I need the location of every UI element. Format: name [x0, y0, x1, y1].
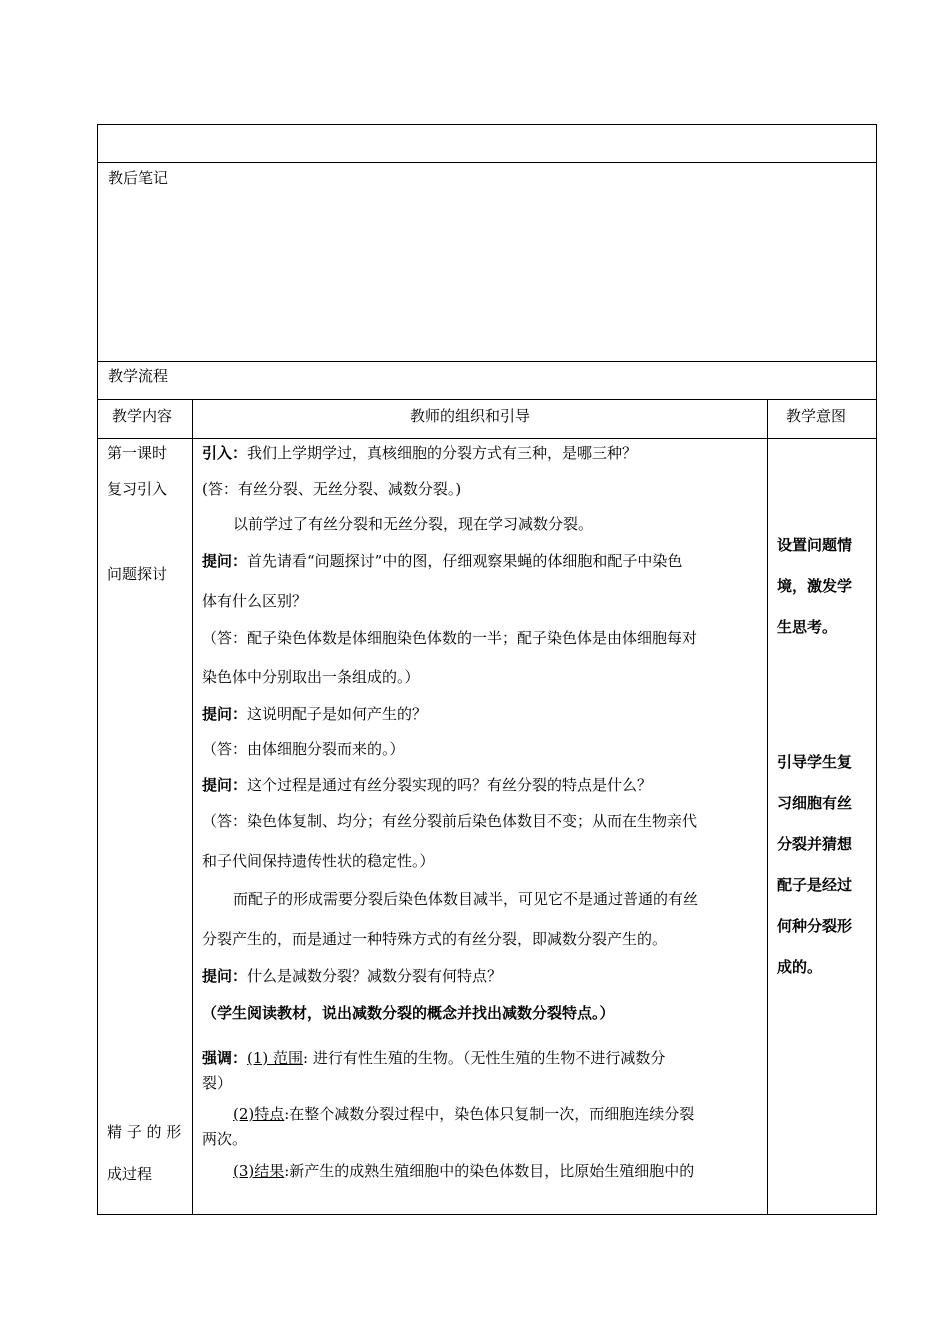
student-activity: （学生阅读教材，说出减数分裂的概念并找出减数分裂特点。）	[202, 1004, 615, 1022]
guide-line: 体有什么区别？	[202, 592, 308, 610]
intent-line: 何种分裂形	[777, 917, 853, 935]
guide-column	[192, 438, 768, 1215]
content-item: 复习引入	[107, 480, 168, 498]
guide-line	[202, 551, 682, 571]
guide-line: （答：染色体复制、均分；有丝分裂前后染色体数目不变；从而在生物亲代	[202, 812, 698, 830]
intent-column	[767, 438, 877, 1215]
intro-label: 引入：	[202, 444, 248, 462]
emphasis-heading: (1) 范围	[247, 1049, 304, 1067]
intent-line: 成的。	[777, 958, 823, 976]
guide-line	[233, 1104, 694, 1124]
intro-text: 我们上学期学过，真核细胞的分裂方式有三种，是哪三种？	[247, 444, 638, 462]
guide-line: 和子代间保持遗传性状的稳定性。）	[202, 852, 435, 870]
intent-line: 配子是经过	[777, 876, 853, 894]
guide-line: 分裂产生的，而是通过一种特殊方式的有丝分裂，即减数分裂产生的。	[202, 930, 668, 948]
intent-line: 生思考。	[777, 618, 838, 636]
col-intent-label: 教学意图	[786, 407, 847, 425]
guide-line	[202, 1048, 665, 1068]
guide-line	[202, 704, 427, 724]
question-label: 提问：	[202, 776, 248, 794]
emphasis-text: : 进行有性生殖的生物。（无性生殖的生物不进行减数分	[303, 1049, 666, 1067]
content-item: 问题探讨	[107, 565, 168, 583]
question-text: 这说明配子是如何产生的？	[247, 705, 428, 723]
flow-row	[97, 361, 877, 400]
guide-line: 而配子的形成需要分裂后染色体数目减半，可见它不是通过普通的有丝	[233, 890, 699, 908]
question-label: 提问：	[202, 552, 248, 570]
question-label: 提问：	[202, 967, 248, 985]
question-text: 什么是减数分裂？减数分裂有何特点？	[247, 967, 503, 985]
col-content-label: 教学内容	[112, 407, 173, 425]
guide-line	[233, 1161, 694, 1181]
emphasis-text: :在整个减数分裂过程中，染色体只复制一次，而细胞连续分裂	[284, 1105, 695, 1123]
guide-line: （答：配子染色体数是体细胞染色体数的一半；配子染色体是由体细胞每对	[202, 629, 698, 647]
guide-line: 以前学过了有丝分裂和无丝分裂，现在学习减数分裂。	[233, 515, 594, 533]
question-text: 首先请看“问题探讨”中的图，仔细观察果蝇的体细胞和配子中染色	[247, 552, 683, 570]
question-label: 提问：	[202, 705, 248, 723]
col-header-guide	[192, 399, 768, 439]
guide-line: 染色体中分别取出一条组成的。）	[202, 668, 420, 686]
intent-line: 引导学生复	[777, 753, 853, 771]
emphasis-heading: (2)特点	[233, 1105, 285, 1123]
intent-line: 境，激发学	[777, 577, 853, 595]
header-row	[97, 124, 877, 163]
guide-line: （答：由体细胞分裂而来的。）	[202, 740, 405, 758]
guide-line: 两次。	[202, 1130, 248, 1148]
lesson-table	[97, 124, 876, 1215]
emphasis-label: 强调：	[202, 1049, 248, 1067]
content-item: 第一课时	[107, 444, 168, 462]
question-text: 这个过程是通过有丝分裂实现的吗？有丝分裂的特点是什么？	[247, 776, 653, 794]
content-item: 成过程	[107, 1165, 153, 1183]
guide-line	[202, 443, 637, 463]
notes-row	[97, 162, 877, 362]
guide-line	[202, 775, 652, 795]
guide-line	[202, 966, 502, 986]
content-item: 精 子 的 形	[107, 1123, 182, 1141]
col-header-content	[97, 399, 193, 439]
guide-line: (答：有丝分裂、无丝分裂、减数分裂。)	[202, 480, 462, 498]
guide-line: 裂）	[202, 1074, 233, 1092]
intent-line: 设置问题情	[777, 536, 853, 554]
emphasis-text: :新产生的成熟生殖细胞中的染色体数目，比原始生殖细胞中的	[284, 1162, 695, 1180]
intent-line: 习细胞有丝	[777, 794, 853, 812]
notes-label: 教后笔记	[108, 169, 169, 187]
col-header-intent	[767, 399, 877, 439]
intent-line: 分裂并猜想	[777, 835, 853, 853]
col-guide-label: 教师的组织和引导	[410, 407, 531, 425]
flow-label: 教学流程	[108, 367, 169, 385]
content-column	[97, 438, 193, 1215]
emphasis-heading: (3)结果	[233, 1162, 285, 1180]
